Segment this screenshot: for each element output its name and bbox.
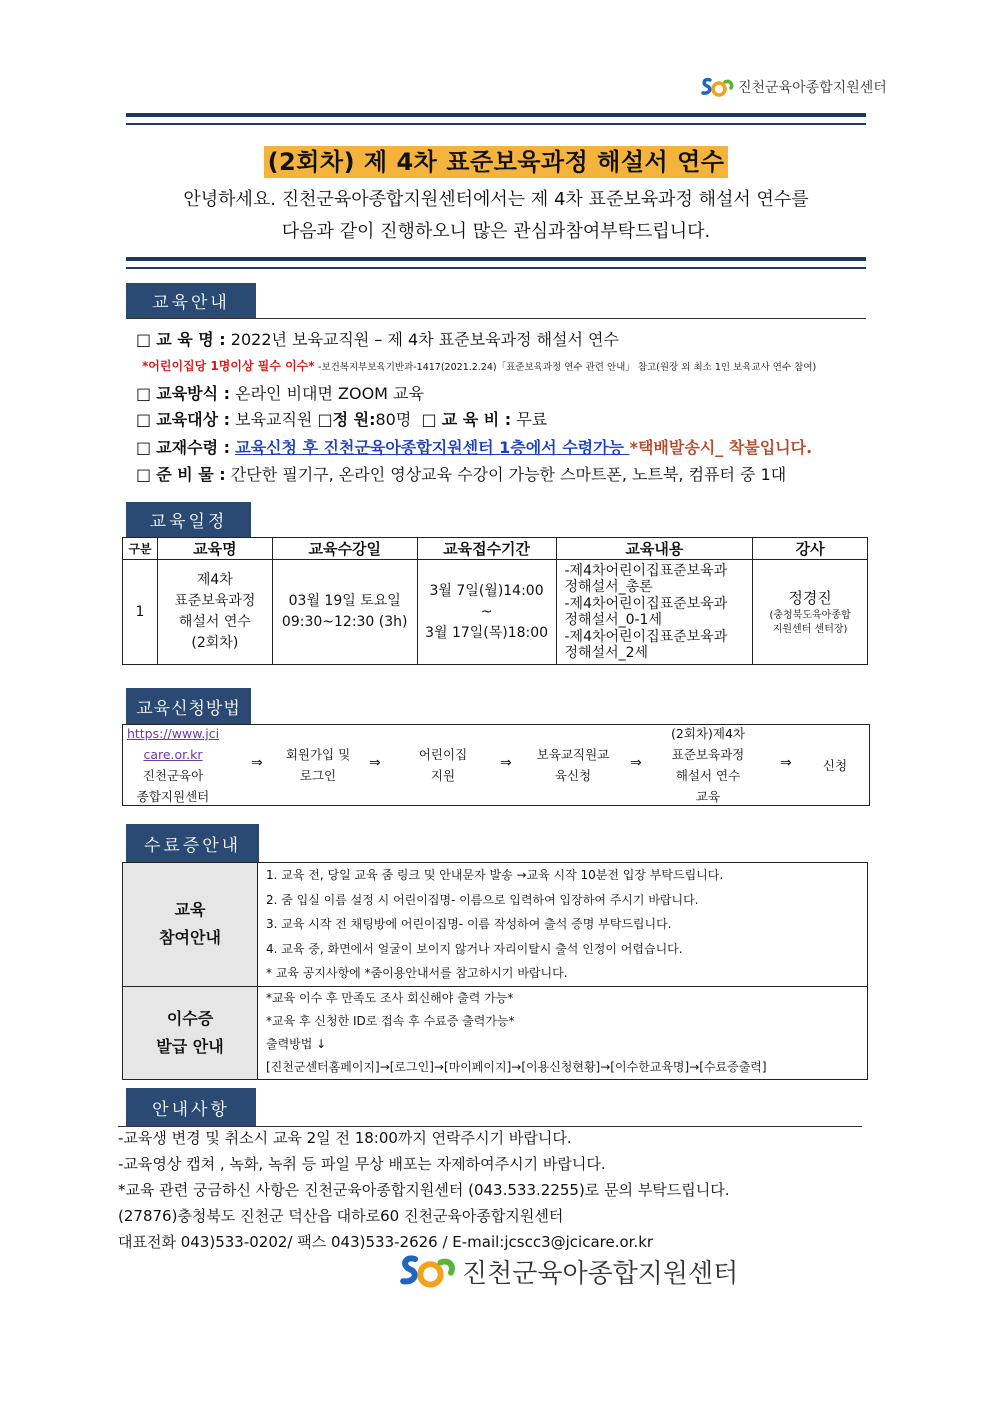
site-link[interactable]: https://www.jci <box>126 726 220 741</box>
material-link[interactable]: 교육신청 후 진천군육아종합지원센터 1층에서 수령가능 <box>235 438 630 457</box>
course-content: -제4차어린이집표준보육과 정해설서_총론 -제4차어린이집표준보육과 정해설서_0-1세 -제4차어린이집표준보육과 정해설서_2세 <box>556 560 753 665</box>
arrow-icon: ⇒ <box>251 755 263 771</box>
schedule-header: 교육수강일 <box>272 538 417 560</box>
course-lecturer: 정경진 (충청북도육아종합 지원센터 센터장) <box>753 560 868 665</box>
guide-method-row: □ 교육방식 : 온라인 비대면 ZOOM 교육 <box>136 384 424 403</box>
arrow-icon: ⇒ <box>369 755 381 771</box>
course-period: 3월 7일(월)14:00 ~ 3월 17일(목)18:00 <box>417 560 556 665</box>
guide-name-row: □ 교 육 명 : 2022년 보육교직원 – 제 4차 표준보육과정 해설서 연수 <box>136 330 619 349</box>
table-row <box>123 560 868 665</box>
apply-step-course: (2회차)제4차 표준보육과정 해설서 연수 교육 <box>671 726 745 804</box>
schedule-header: 구분 <box>123 538 158 560</box>
table-row <box>123 986 868 1079</box>
footer-logo-text: 진천군육아종합지원센터 <box>462 1258 739 1289</box>
top-rule-thin <box>126 123 866 125</box>
schedule-table <box>122 537 868 665</box>
mid-rule-thin <box>126 267 866 269</box>
section-guide: 교육안내 <box>126 283 256 318</box>
list-item: -교육영상 캡쳐 , 녹화, 녹취 등 파일 무상 배포는 자제하여주시기 바랍니다. <box>118 1155 606 1173</box>
guide-required-row: *어린이집당 1명이상 필수 이수* -보건복지부보육기반과-1417(2021.2.24)「표준보육과정 연수 관련 안내」 참고(원장 외 최소 1인 보육교사 연수 참여) <box>142 359 817 373</box>
section-guide-line <box>126 318 866 319</box>
section-apply: 교육신청방법 <box>126 688 251 724</box>
header-logo-text: 진천군육아종합지원센터 <box>738 80 887 96</box>
intro-line-1: 안녕하세요. 진천군육아종합지원센터에서는 제 4차 표준보육과정 해설서 연수를 <box>183 189 809 210</box>
table-row <box>123 863 868 987</box>
cert-participation-items: 1. 교육 전, 당일 교육 줌 링크 및 안내문자 발송 →교육 시작 10분전 입장 부탁드립니다. 2. 줌 입실 이름 설정 시 어린이집명- 이름으로 입력하여 입장하여 주시기 바랍니다. 3. 교육 시작 전 채팅방에 어린이집명- 이름 작성하여 출석 증명 부탁드립니다. 4. 교육 중, 화면에서 얼굴이 보이지 않거나 자리이탈시 출석 인정이 어렵습니다. * 교육 공지사항에 *줌이용안내서를 참고하시기 바랍니다. <box>258 863 868 987</box>
schedule-header: 교육접수기간 <box>417 538 556 560</box>
apply-step-login: 회원가입 및 로그인 <box>285 747 351 783</box>
apply-flow <box>122 724 870 806</box>
schedule-header: 교육내용 <box>556 538 753 560</box>
notice-list <box>118 1125 730 1255</box>
mid-rule-thick <box>126 257 866 261</box>
list-item: (27876)충청북도 진천군 덕산읍 대하로60 진천군육아종합지원센터 <box>118 1207 564 1225</box>
page-title: (2회차) 제 4차 표준보육과정 해설서 연수 <box>0 142 992 177</box>
guide-prep-row: □ 준 비 물 : 간단한 필기구, 온라인 영상교육 수강이 가능한 스마트폰, 노트북, 컴퓨터 중 1대 <box>136 465 787 484</box>
apply-step-site: https://www.jci care.or.kr 진천군육아 종합지원센터 <box>123 725 223 805</box>
row-number: 1 <box>123 560 158 665</box>
center-logo-icon <box>700 76 734 98</box>
apply-step-staff: 보육교직원교 육신청 <box>536 747 610 783</box>
arrow-icon: ⇒ <box>780 755 792 771</box>
intro-line-2: 다음과 같이 진행하오니 많은 관심과참여부탁드립니다. <box>281 221 711 242</box>
cert-issue-items: *교육 이수 후 만족도 조사 회신해야 출력 가능* *교육 후 신청한 ID로 접속 후 수료증 출력가능* 출력방법 ↓ [진천군센터홈페이지]→[로그인]→[마이페이지]→[이용신청현황]→[이수한교육명]→[수료증출력] <box>258 986 868 1079</box>
section-cert: 수료증안내 <box>126 824 259 862</box>
list-item: 대표전화 043)533-0202/ 팩스 043)533-2626 / E-mail:jcscc3@jcicare.or.kr <box>118 1233 654 1251</box>
header-logo <box>700 76 887 98</box>
cert-table <box>122 862 868 1080</box>
list-item: *교육 관련 궁금하신 사항은 진천군육아종합지원센터 (043.533.2255)로 문의 부탁드립니다. <box>118 1181 730 1199</box>
apply-step-daycare: 어린이집 지원 <box>418 747 468 783</box>
section-schedule: 교육일정 <box>126 502 251 537</box>
section-notice: 안내사항 <box>126 1088 256 1126</box>
footer-logo <box>398 1252 738 1290</box>
arrow-icon: ⇒ <box>500 755 512 771</box>
top-rule-thick <box>126 113 866 117</box>
center-logo-icon <box>398 1252 456 1290</box>
course-name: 제4차 표준보육과정 해설서 연수 (2회차) <box>157 560 272 665</box>
cert-label-issue: 이수증 발급 안내 <box>123 986 258 1079</box>
list-item: -교육생 변경 및 취소시 교육 2일 전 18:00까지 연락주시기 바랍니다. <box>118 1129 572 1147</box>
schedule-header: 강사 <box>753 538 868 560</box>
apply-step-submit: 신청 <box>822 757 848 773</box>
schedule-header: 교육명 <box>157 538 272 560</box>
course-date: 03월 19일 토요일 09:30~12:30 (3h) <box>272 560 417 665</box>
guide-target-row: □ 교육대상 : 보육교직원 □정 원:80명 □ 교 육 비 : 무료 <box>136 410 548 429</box>
guide-material-row: □ 교재수령 : 교육신청 후 진천군육아종합지원센터 1층에서 수령가능 *택배발송시_ 착불입니다. <box>136 438 813 457</box>
arrow-icon: ⇒ <box>630 755 642 771</box>
cert-label-participation: 교육 참여안내 <box>123 863 258 987</box>
